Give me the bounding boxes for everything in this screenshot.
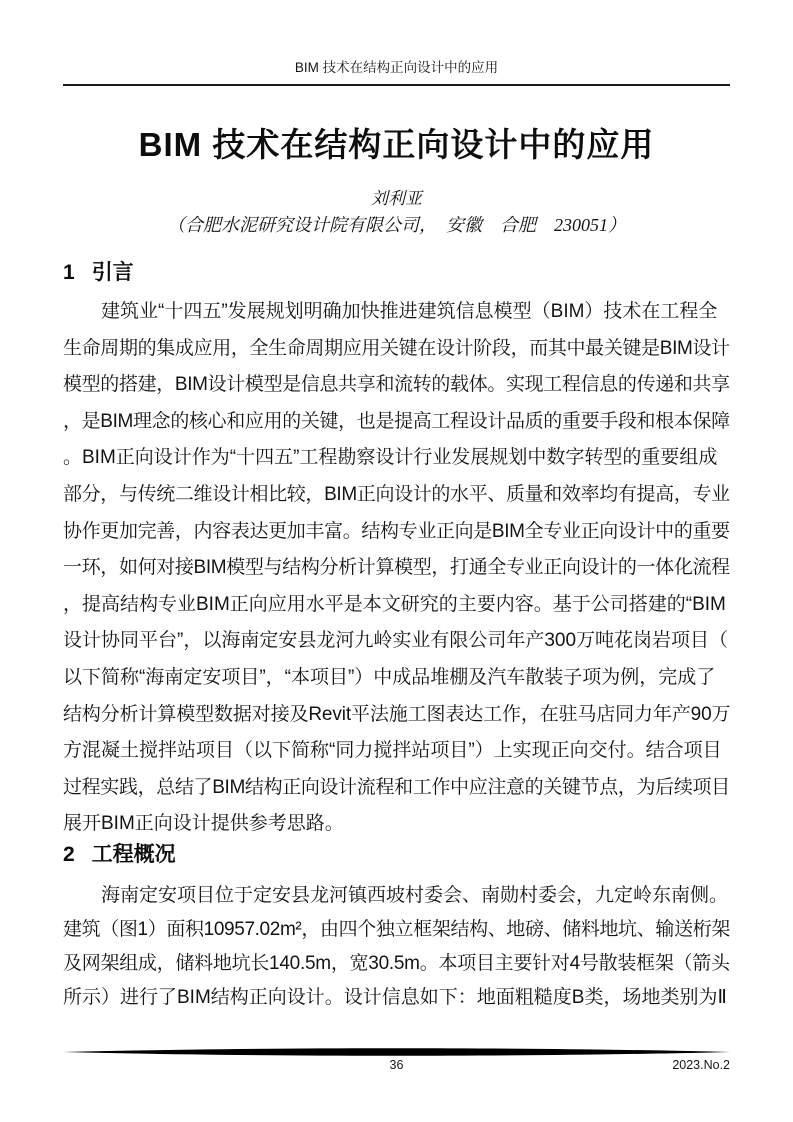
paragraph-line: 。BIM正向设计作为“十四五”工程勘察设计行业发展规划中数字转型的重要组成 xyxy=(63,447,718,469)
paragraph-line: ，提高结构专业BIM正向应用水平是本文研究的主要内容。基于公司搭建的“BIM xyxy=(63,593,726,615)
section-heading-project-overview xyxy=(63,842,730,868)
paragraph-project-overview xyxy=(63,879,730,1015)
author-affiliation: （合肥水泥研究设计院有限公司， 安徽 合肥 230051） xyxy=(167,215,626,235)
footer-decorative-bar xyxy=(63,1048,730,1056)
paragraph-introduction xyxy=(63,294,730,843)
header-rule xyxy=(63,84,730,86)
paragraph-line: 协作更加完善，内容表达更加丰富。结构专业正向是BIM全专业正向设计中的重要 xyxy=(63,520,730,542)
section-number: 1 xyxy=(63,261,75,284)
author-name: 刘利亚 xyxy=(371,189,422,208)
paragraph-line: 部分，与传统二维设计相比较，BIM正向设计的水平、质量和效率均有提高，专业 xyxy=(63,483,730,505)
paragraph-line: 一环，如何对接BIM模型与结构分析计算模型，打通全专业正向设计的一体化流程 xyxy=(63,557,730,579)
section-heading-introduction xyxy=(63,260,730,286)
paragraph-line: 模型的搭建，BIM设计模型是信息共享和流转的载体。实现工程信息的传递和共享 xyxy=(63,374,730,396)
paragraph-line: 方混凝土搅拌站项目（以下简称“同力搅拌站项目”）上实现正向交付。结合项目 xyxy=(63,740,722,762)
paragraph-line: 建筑业“十四五”发展规划明确加快推进建筑信息模型（BIM）技术在工程全 xyxy=(101,301,718,322)
paragraph-line: 过程实践，总结了BIM结构正向设计流程和工作中应注意的关键节点，为后续项目 xyxy=(63,776,730,798)
section-number: 2 xyxy=(63,843,75,866)
paragraph-line: 所示）进行了BIM结构正向设计。设计信息如下：地面粗糙度B类，场地类别为Ⅱ xyxy=(63,987,727,1008)
footer-issue-label: 2023.No.2 xyxy=(672,1058,730,1072)
paragraph-line: 展开BIM正向设计提供参考思路。 xyxy=(63,813,344,835)
paragraph-line: 设计协同平台”，以海南定安县龙河九岭实业有限公司年产300万吨花岗岩项目（ xyxy=(63,630,729,652)
paragraph-line: 生命周期的集成应用，全生命周期应用关键在设计阶段，而其中最关键是BIM设计 xyxy=(63,337,730,359)
footer-page-number: 36 xyxy=(389,1058,404,1072)
paragraph-line: 以下简称“海南定安项目”，“本项目”）中成品堆棚及汽车散装子项为例，完成了 xyxy=(63,666,716,688)
paragraph-line: 结构分析计算模型数据对接及Revit平法施工图表达工作，在驻马店同力年产90万 xyxy=(63,703,731,725)
running-head-title: BIM 技术在结构正向设计中的应用 xyxy=(294,60,499,75)
paragraph-line: ，是BIM理念的核心和应用的关键，也是提高工程设计品质的重要手段和根本保障 xyxy=(63,410,730,432)
section-title: 引言 xyxy=(91,261,134,284)
footer-bar-shape xyxy=(63,1048,730,1056)
paragraph-line: 建筑（图1）面积10957.02m²，由四个独立框架结构、地磅、储料地坑、输送桁架 xyxy=(63,919,730,940)
paragraph-line: 及网架组成，储料地坑长140.5m，宽30.5m。本项目主要针对4号散装框架（箭头 xyxy=(63,953,730,974)
article-title: BIM 技术在结构正向设计中的应用 xyxy=(138,126,655,163)
section-title: 工程概况 xyxy=(91,843,176,866)
paragraph-line: 海南定安项目位于定安县龙河镇西坡村委会、南勋村委会，九定岭东南侧。 xyxy=(101,885,729,906)
